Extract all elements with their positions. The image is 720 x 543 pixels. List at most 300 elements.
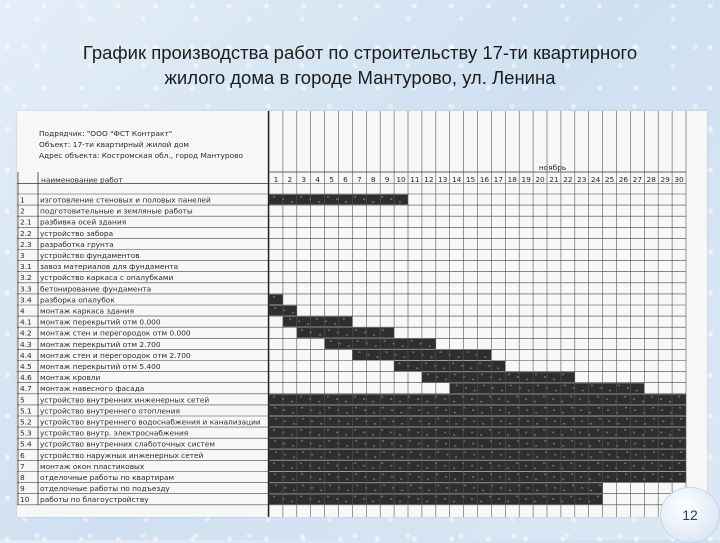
bar-texture xyxy=(428,490,430,492)
bar-texture xyxy=(356,485,358,487)
row-number: 4.4 xyxy=(20,350,32,360)
bar-texture xyxy=(301,329,303,331)
bar-texture xyxy=(536,456,538,458)
bar-texture xyxy=(273,496,275,498)
bar-texture xyxy=(337,476,339,478)
bar-texture xyxy=(507,401,509,403)
bar-texture xyxy=(300,462,302,464)
bar-texture xyxy=(274,474,276,476)
bar-texture xyxy=(660,465,662,467)
bar-texture xyxy=(408,496,410,498)
bar-texture xyxy=(316,318,318,320)
bar-texture xyxy=(678,396,680,398)
work-name: подготовительные и земляные работы xyxy=(40,206,193,216)
bar-texture xyxy=(563,423,565,425)
work-name: устройство внутреннего водоснабжения и канализации xyxy=(40,417,261,427)
bar-texture xyxy=(319,334,321,336)
bar-texture xyxy=(283,409,285,411)
bar-texture xyxy=(345,501,347,503)
bar-texture xyxy=(302,418,304,420)
row-number: 1 xyxy=(20,195,25,205)
bar-texture xyxy=(466,351,468,353)
bar-texture xyxy=(273,396,275,398)
bar-texture xyxy=(554,421,556,423)
bar-texture xyxy=(426,401,428,403)
bar-texture xyxy=(609,390,611,392)
day-number-label: 25 xyxy=(604,175,615,184)
bar-texture xyxy=(417,498,419,500)
bar-texture xyxy=(345,467,347,469)
bar-texture xyxy=(680,451,682,453)
row-number: 2.2 xyxy=(20,228,32,238)
bar-texture xyxy=(526,443,528,445)
bar-texture xyxy=(483,385,485,387)
bar-texture xyxy=(293,423,295,425)
bar-texture xyxy=(499,476,501,478)
bar-texture xyxy=(428,456,430,458)
bar-texture xyxy=(383,485,385,487)
schedule-document xyxy=(17,111,707,517)
bar-texture xyxy=(625,474,627,476)
bar-texture xyxy=(660,398,662,400)
bar-texture xyxy=(471,398,473,400)
object-line: Объект: 17-ти квартирный жилой дом xyxy=(39,140,190,149)
day-number-label: 1 xyxy=(273,175,279,184)
bar-texture xyxy=(394,354,396,356)
bar-texture xyxy=(561,467,563,469)
bar-texture xyxy=(348,345,350,347)
bar-texture xyxy=(470,368,472,370)
bar-texture xyxy=(635,454,637,456)
bar-texture xyxy=(536,423,538,425)
bar-texture xyxy=(562,374,564,376)
bar-texture xyxy=(526,379,528,381)
day-number-label: 24 xyxy=(590,175,601,184)
row-number: 7 xyxy=(20,461,25,471)
bar-texture xyxy=(607,409,609,411)
bar-texture xyxy=(498,432,500,434)
work-name: устройство внутренних инженерных сетей xyxy=(40,395,210,405)
day-number-label: 15 xyxy=(465,175,476,184)
bar-texture xyxy=(436,407,438,409)
bar-texture xyxy=(416,368,418,370)
bar-texture xyxy=(275,418,277,420)
bar-texture xyxy=(661,476,663,478)
month-label: ноябрь xyxy=(538,163,567,172)
bar-texture xyxy=(500,454,502,456)
bar-texture xyxy=(444,398,446,400)
bar-texture xyxy=(374,456,376,458)
bar-texture xyxy=(634,476,636,478)
bar-texture xyxy=(544,440,546,442)
bar-texture xyxy=(385,351,387,353)
bar-texture xyxy=(427,445,429,447)
bar-texture xyxy=(310,476,312,478)
bar-texture xyxy=(363,432,365,434)
bar-texture xyxy=(525,432,527,434)
bar-texture xyxy=(598,407,600,409)
row-number: 5 xyxy=(20,395,25,405)
bar-texture xyxy=(588,467,590,469)
bar-texture xyxy=(328,440,330,442)
bar-texture xyxy=(482,490,484,492)
work-name: устройство забора xyxy=(40,228,114,238)
bar-texture xyxy=(412,351,414,353)
bar-texture xyxy=(597,396,599,398)
bar-texture xyxy=(479,363,481,365)
bar-texture xyxy=(669,467,671,469)
bar-texture xyxy=(399,467,401,469)
bar-texture xyxy=(364,443,366,445)
bar-texture xyxy=(624,396,626,398)
bar-texture xyxy=(481,445,483,447)
title-line-1: График производства работ по строительству 17-ти квартирного xyxy=(82,42,638,63)
bar-texture xyxy=(356,418,358,420)
bar-texture xyxy=(329,451,331,453)
bar-texture xyxy=(534,467,536,469)
bar-texture xyxy=(606,465,608,467)
bar-texture xyxy=(599,451,601,453)
day-number-label: 7 xyxy=(356,175,362,184)
row-number: 5.3 xyxy=(20,428,32,438)
bar-texture xyxy=(320,423,322,425)
bar-texture xyxy=(328,407,330,409)
bar-texture xyxy=(391,476,393,478)
bar-texture xyxy=(292,445,294,447)
bar-texture xyxy=(472,379,474,381)
bar-texture xyxy=(373,479,375,481)
bar-texture xyxy=(417,398,419,400)
bar-texture xyxy=(617,423,619,425)
bar-texture xyxy=(454,412,456,414)
bar-texture xyxy=(453,401,455,403)
day-number-label: 11 xyxy=(410,175,420,184)
bar-texture xyxy=(454,445,456,447)
day-number-label: 17 xyxy=(493,175,504,184)
bar-texture xyxy=(508,412,510,414)
title-line-2: жилого дома в городе Мантурово, ул. Ленина xyxy=(164,67,556,88)
bar-texture xyxy=(300,196,302,198)
bar-texture xyxy=(444,432,446,434)
bar-texture xyxy=(284,421,286,423)
bar-texture xyxy=(374,423,376,425)
row-number: 3.3 xyxy=(20,284,32,294)
work-name: разборка опалубок xyxy=(40,295,115,305)
bar-texture xyxy=(291,434,293,436)
bar-texture xyxy=(337,409,339,411)
bar-texture xyxy=(480,467,482,469)
bar-texture xyxy=(426,501,428,503)
day-number-label: 5 xyxy=(329,175,334,184)
row-number: 3.1 xyxy=(20,262,32,272)
bar-texture xyxy=(572,485,574,487)
bar-texture xyxy=(597,429,599,431)
bar-texture xyxy=(346,445,348,447)
bar-texture xyxy=(535,445,537,447)
bar-texture xyxy=(480,501,482,503)
day-number-label: 2 xyxy=(287,175,293,184)
bar-texture xyxy=(427,479,429,481)
bar-texture xyxy=(651,462,653,464)
bar-texture xyxy=(390,465,392,467)
bar-texture xyxy=(372,467,374,469)
bar-texture xyxy=(436,440,438,442)
bar-texture xyxy=(443,368,445,370)
bar-texture xyxy=(364,476,366,478)
bar-texture xyxy=(680,418,682,420)
bar-texture xyxy=(355,329,357,331)
bar-texture xyxy=(561,401,563,403)
bar-texture xyxy=(597,462,599,464)
bar-texture xyxy=(334,323,336,325)
bar-texture xyxy=(437,418,439,420)
day-number-label: 8 xyxy=(370,175,376,184)
bar-texture xyxy=(562,479,564,481)
bar-texture xyxy=(464,451,466,453)
bar-texture xyxy=(435,496,437,498)
row-number: 3 xyxy=(20,251,25,260)
bar-texture xyxy=(382,329,384,331)
row-number: 9 xyxy=(20,484,25,494)
bar-texture xyxy=(356,451,358,453)
bar-texture xyxy=(543,396,545,398)
bar-texture xyxy=(534,434,536,436)
bar-texture xyxy=(501,390,503,392)
bar-texture xyxy=(399,434,401,436)
work-name: монтаж навесного фасада xyxy=(40,384,145,394)
bar-texture xyxy=(417,465,419,467)
bar-texture xyxy=(327,196,329,198)
bar-texture xyxy=(590,490,592,492)
day-number-label: 14 xyxy=(451,175,462,184)
bar-texture xyxy=(615,467,617,469)
bar-texture xyxy=(363,398,365,400)
bar-texture xyxy=(372,434,374,436)
bar-texture xyxy=(327,396,329,398)
bar-texture xyxy=(300,429,302,431)
bar-texture xyxy=(345,201,347,203)
work-name: отделочные работы по подъезду xyxy=(40,484,170,494)
bar-texture xyxy=(446,421,448,423)
bar-texture xyxy=(582,390,584,392)
bar-texture xyxy=(435,429,437,431)
bar-texture xyxy=(419,421,421,423)
bar-texture xyxy=(435,462,437,464)
bar-texture xyxy=(291,201,293,203)
bar-texture xyxy=(554,454,556,456)
bar-texture xyxy=(553,379,555,381)
bar-texture xyxy=(534,501,536,503)
bar-texture xyxy=(463,376,465,378)
contractor-line: Подрядчик: "ООО "ФСТ Контракт" xyxy=(39,129,173,138)
bar-texture xyxy=(319,479,321,481)
bar-texture xyxy=(381,196,383,198)
bar-texture xyxy=(591,385,593,387)
bar-texture xyxy=(488,365,490,367)
bar-texture xyxy=(570,462,572,464)
bar-texture xyxy=(336,432,338,434)
bar-texture xyxy=(400,445,402,447)
bar-texture xyxy=(625,407,627,409)
work-name: монтаж стен и перегородок отм 2.700 xyxy=(40,350,191,360)
bar-texture xyxy=(374,490,376,492)
bar-texture xyxy=(581,421,583,423)
bar-texture xyxy=(580,476,582,478)
work-name: устройство внутр. электроснабжения xyxy=(40,428,189,438)
bar-texture xyxy=(428,423,430,425)
bar-texture xyxy=(426,467,428,469)
bar-texture xyxy=(327,462,329,464)
gantt-bar xyxy=(422,372,575,382)
bar-texture xyxy=(678,462,680,464)
bar-texture xyxy=(517,440,519,442)
bar-texture xyxy=(617,456,619,458)
day-number-label: 27 xyxy=(632,175,643,184)
bar-texture xyxy=(382,407,384,409)
bar-texture xyxy=(381,496,383,498)
bar-texture xyxy=(572,451,574,453)
bar-texture xyxy=(516,396,518,398)
bar-texture xyxy=(453,501,455,503)
bar-texture xyxy=(624,429,626,431)
bar-texture xyxy=(679,474,681,476)
bar-texture xyxy=(526,409,528,411)
bar-texture xyxy=(372,501,374,503)
bar-texture xyxy=(472,409,474,411)
row-number: 4 xyxy=(20,306,25,316)
bar-texture xyxy=(283,476,285,478)
address-line: Адрес объекта: Костромская обл., город Мантурово xyxy=(39,151,244,160)
day-number-label: 16 xyxy=(479,175,490,184)
bar-texture xyxy=(274,307,276,309)
bar-texture xyxy=(337,443,339,445)
day-number-label: 4 xyxy=(315,175,321,184)
bar-texture xyxy=(311,454,313,456)
bar-texture xyxy=(408,462,410,464)
bar-texture xyxy=(435,396,437,398)
bar-texture xyxy=(588,501,590,503)
bar-texture xyxy=(482,456,484,458)
work-name: работы по благоустройству xyxy=(40,495,149,505)
bar-texture xyxy=(489,496,491,498)
bar-texture xyxy=(571,474,573,476)
bar-texture xyxy=(366,343,368,345)
bar-texture xyxy=(390,398,392,400)
bar-texture xyxy=(355,407,357,409)
bar-texture xyxy=(455,456,457,458)
bar-texture xyxy=(543,429,545,431)
row-number: 4.6 xyxy=(20,373,32,383)
bar-texture xyxy=(346,334,348,336)
bar-texture xyxy=(509,456,511,458)
bar-texture xyxy=(534,401,536,403)
bar-texture xyxy=(302,485,304,487)
row-number: 5.4 xyxy=(20,439,32,449)
bar-texture xyxy=(590,456,592,458)
bar-texture xyxy=(275,485,277,487)
bar-texture xyxy=(384,340,386,342)
work-name: разбивка осей здания xyxy=(40,217,127,227)
bar-texture xyxy=(662,454,664,456)
bar-texture xyxy=(345,401,347,403)
bar-texture xyxy=(508,374,510,376)
bar-texture xyxy=(381,396,383,398)
bar-texture xyxy=(436,474,438,476)
day-number-label: 19 xyxy=(521,175,531,184)
bar-texture xyxy=(608,454,610,456)
bar-texture xyxy=(489,462,491,464)
bar-texture xyxy=(482,423,484,425)
day-number-label: 21 xyxy=(549,175,559,184)
bar-texture xyxy=(625,440,627,442)
bar-texture xyxy=(481,412,483,414)
bar-texture xyxy=(471,432,473,434)
row-number: 5.2 xyxy=(20,417,32,427)
bar-texture xyxy=(401,490,403,492)
bar-texture xyxy=(480,434,482,436)
bar-texture xyxy=(554,487,556,489)
bar-texture xyxy=(284,454,286,456)
bar-texture xyxy=(564,385,566,387)
bar-texture xyxy=(383,451,385,453)
slide-title xyxy=(20,40,700,90)
day-number-label: 3 xyxy=(301,175,307,184)
bar-texture xyxy=(618,385,620,387)
bar-texture xyxy=(376,356,378,358)
gantt-bar xyxy=(269,294,283,304)
bar-texture xyxy=(516,496,518,498)
bar-texture xyxy=(375,345,377,347)
bar-texture xyxy=(399,401,401,403)
bar-texture xyxy=(358,351,360,353)
row-number: 2.1 xyxy=(20,217,32,227)
bar-texture xyxy=(570,429,572,431)
bar-texture xyxy=(507,501,509,503)
bar-texture xyxy=(535,374,537,376)
bar-texture xyxy=(508,445,510,447)
bar-texture xyxy=(563,456,565,458)
bar-texture xyxy=(347,456,349,458)
bar-texture xyxy=(464,485,466,487)
bar-texture xyxy=(527,454,529,456)
row-number: 10 xyxy=(20,495,30,505)
bar-texture xyxy=(653,418,655,420)
bar-texture xyxy=(346,479,348,481)
bar-texture xyxy=(336,199,338,201)
bar-texture xyxy=(318,434,320,436)
row-number: 4.5 xyxy=(20,362,32,371)
name-column-header: наименование работ xyxy=(41,175,123,185)
bar-texture xyxy=(597,496,599,498)
bar-texture xyxy=(408,429,410,431)
bar-texture xyxy=(310,409,312,411)
bar-texture xyxy=(481,374,483,376)
bar-texture xyxy=(588,434,590,436)
row-number: 4.2 xyxy=(20,328,32,338)
work-name: монтаж кровли xyxy=(40,373,101,383)
bar-texture xyxy=(480,401,482,403)
bar-texture xyxy=(372,401,374,403)
bar-texture xyxy=(481,479,483,481)
bar-texture xyxy=(346,412,348,414)
bar-texture xyxy=(543,496,545,498)
bar-texture xyxy=(498,398,500,400)
bar-texture xyxy=(300,496,302,498)
bar-texture xyxy=(283,310,285,312)
work-name: устройство каркаса с опалубками xyxy=(40,273,174,283)
bar-texture xyxy=(373,412,375,414)
bar-texture xyxy=(492,387,494,389)
